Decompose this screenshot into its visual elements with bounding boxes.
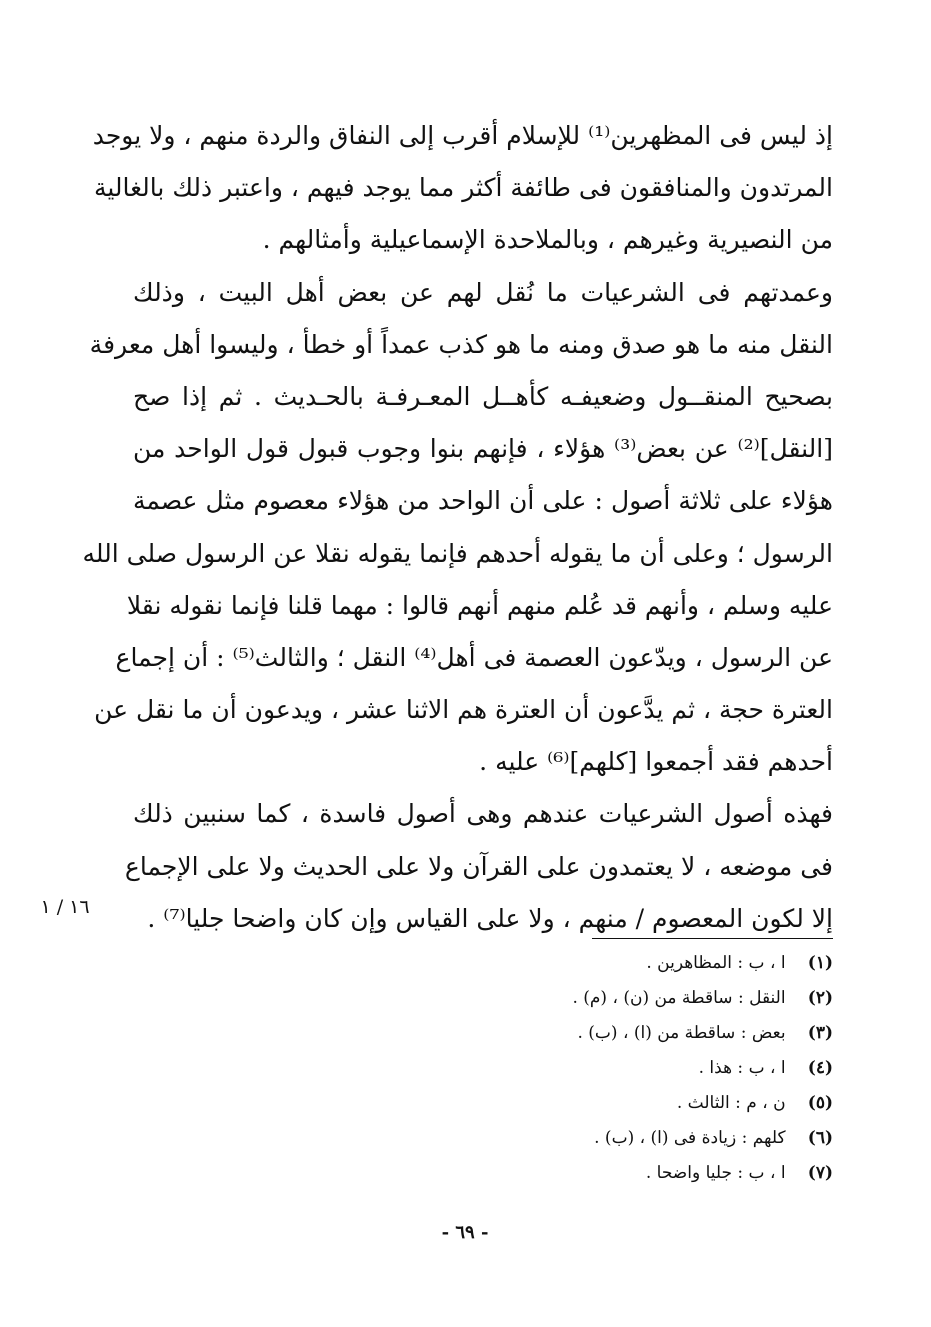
main-text: [82, 110, 833, 945]
footnote-text: بعض : ساقطة من (ا) ، (ب) .: [577, 1023, 786, 1043]
text-line-13: أحدهم فقد أجمعوا [كلهم]⁽⁶⁾ عليه .: [479, 747, 833, 777]
footnote-text: ا ، ب : هذا .: [698, 1058, 786, 1078]
footnote-text: ا ، ب : المظاهرين .: [646, 953, 786, 973]
page-number: - ٦٩ -: [441, 1222, 489, 1243]
text-line-9: الرسول ؛ وعلى أن ما يقوله أحدهم فإنما يقوله نقلا عن الرسول صلى الله: [82, 538, 833, 568]
footnote-number: (١): [807, 953, 833, 973]
text-line-12: العترة حجة ، ثم يدَّعون أن العترة هم الاثنا عشر ، ويدعون أن ما نقل عن: [94, 695, 833, 725]
text-line-4: وعمدتهم فى الشرعيات ما نُقل لهم عن بعض أهل البيت ، وذلك: [133, 277, 833, 307]
footnote-text: النقل : ساقطة من (ن) ، (م) .: [572, 988, 786, 1008]
footnote-number: (٥): [807, 1093, 833, 1113]
footnote-item: [380, 1086, 833, 1121]
text-line-5: النقل منه ما هو صدق ومنه ما هو كذب عمداً أو خطأ ، وليسوا أهل معرفة: [89, 329, 833, 359]
footnote-item: [380, 1051, 833, 1086]
text-line-7: [النقل]⁽²⁾ عن بعض⁽³⁾ هؤلاء ، فإنهم بنوا وجوب قبول قول الواحد من: [133, 434, 833, 464]
footnote-item: [380, 946, 833, 981]
text-line-2: المرتدون والمنافقون فى طائفة أكثر مما يوجد فيهم ، واعتبر ذلك بالغالية: [93, 173, 833, 203]
footnote-text: ن ، م : الثالث .: [676, 1093, 786, 1113]
footnote-number: (٦): [807, 1128, 833, 1148]
text-line-8: هؤلاء على ثلاثة أصول : على أن الواحد من هؤلاء معصوم مثل عصمة: [133, 486, 833, 516]
footnote-item: [380, 981, 833, 1016]
footnote-separator: [592, 938, 833, 939]
footnote-text: كلهم : زيادة فى (ا) ، (ب) .: [594, 1128, 786, 1148]
margin-page-reference: ١٦ / ١: [40, 896, 90, 918]
text-line-11: عن الرسول ، ويدّعون العصمة فى أهل⁽⁴⁾ النقل ؛ والثالث⁽⁵⁾ : أن إجماع: [115, 642, 833, 672]
text-line-3: من النصيرية وغيرهم ، وبالملاحدة الإسماعيلية وأمثالهم .: [262, 225, 833, 255]
footnote-number: (٤): [807, 1058, 833, 1078]
footnote-item: [380, 1016, 833, 1051]
footnote-number: (٧): [807, 1163, 833, 1183]
text-line-16: إلا لكون المعصوم / منهم ، ولا على القياس وإن كان واضحا جليا⁽⁷⁾ .: [147, 903, 833, 933]
text-line-10: عليه وسلم ، وأنهم قد عُلم منهم أنهم قالوا : مهما قلنا فإنما نقوله نقلا: [126, 590, 833, 620]
footnote-text: ا ، ب : جليا واضحا .: [645, 1163, 786, 1183]
footnote-number: (٣): [807, 1023, 833, 1043]
text-line-6: بصحيح المنقــول وضعيفـه كأهــل المعـرفـة بالحـديث . ثم إذا صح: [133, 381, 833, 411]
footnote-item: [380, 1156, 833, 1191]
text-line-14: فهذه أصول الشرعيات عندهم وهى أصول فاسدة ، كما سنبين ذلك: [133, 799, 833, 829]
text-line-1: إذ ليس فى المظهرين⁽¹⁾ للإسلام أقرب إلى النفاق والردة منهم ، ولا يوجد: [92, 121, 833, 150]
footnote-item: [380, 1121, 833, 1156]
footnotes: [380, 946, 833, 1191]
text-line-15: فى موضعه ، لا يعتمدون على القرآن ولا على الحديث ولا على الإجماع: [124, 851, 833, 881]
footnote-number: (٢): [807, 988, 833, 1008]
